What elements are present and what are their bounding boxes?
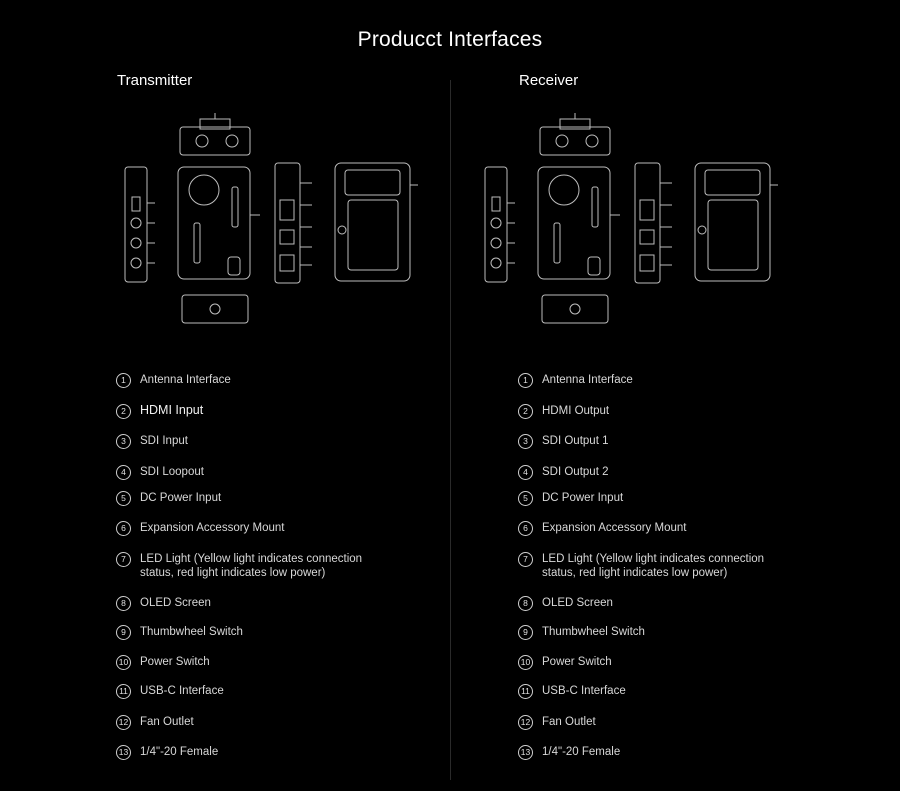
item-label: HDMI Input: [140, 403, 204, 417]
number-badge: 5: [518, 491, 533, 506]
number-badge: 1: [116, 373, 131, 388]
item-label: Expansion Accessory Mount: [140, 522, 285, 534]
number-badge: 12: [518, 715, 533, 730]
number-badge: 13: [518, 745, 533, 760]
number-badge: 13: [116, 745, 131, 760]
number-badge: 10: [116, 655, 131, 670]
item-label: Fan Outlet: [542, 716, 596, 728]
item-label: 1/4"-20 Female: [140, 746, 219, 758]
transmitter-device-drawing: [120, 105, 430, 330]
number-badge: 1: [518, 373, 533, 388]
item-label: USB-C Interface: [140, 685, 224, 697]
item-label: Antenna Interface: [140, 374, 231, 386]
number-badge: 9: [518, 625, 533, 640]
number-badge: 8: [116, 596, 131, 611]
number-badge: 10: [518, 655, 533, 670]
item-label: OLED Screen: [542, 597, 613, 609]
number-badge: 6: [116, 521, 131, 536]
item-label: LED Light (Yellow light indicates connection status, red light indicates low power): [542, 553, 765, 579]
number-badge: 7: [116, 552, 131, 567]
transmitter-heading: Transmitter: [117, 72, 193, 89]
number-badge: 3: [116, 434, 131, 449]
number-badge: 11: [518, 684, 533, 699]
page-title: Producct Interfaces: [357, 28, 543, 51]
item-label: OLED Screen: [140, 597, 211, 609]
number-badge: 11: [116, 684, 131, 699]
item-label: Power Switch: [140, 656, 210, 668]
transmitter-diagram: [120, 105, 430, 330]
number-badge: 6: [518, 521, 533, 536]
item-label: 1/4"-20 Female: [542, 746, 621, 758]
item-label: SDI Loopout: [140, 466, 204, 478]
number-badge: 8: [518, 596, 533, 611]
receiver-diagram: [480, 105, 790, 330]
number-badge: 2: [116, 404, 131, 419]
item-label: Expansion Accessory Mount: [542, 522, 687, 534]
item-label: SDI Output 2: [542, 466, 609, 478]
number-badge: 4: [116, 465, 131, 480]
receiver-column: [450, 0, 900, 791]
item-label: SDI Output 1: [542, 435, 609, 447]
item-label: Power Switch: [542, 656, 612, 668]
number-badge: 12: [116, 715, 131, 730]
item-label: Antenna Interface: [542, 374, 633, 386]
item-label: Thumbwheel Switch: [542, 626, 645, 638]
item-label: SDI Input: [140, 435, 188, 447]
number-badge: 7: [518, 552, 533, 567]
number-badge: 5: [116, 491, 131, 506]
number-badge: 2: [518, 404, 533, 419]
item-label: DC Power Input: [140, 492, 222, 504]
receiver-device-drawing: [480, 105, 790, 330]
item-label: Thumbwheel Switch: [140, 626, 243, 638]
receiver-heading: Receiver: [519, 72, 579, 89]
item-label: DC Power Input: [542, 492, 624, 504]
item-label: USB-C Interface: [542, 685, 626, 697]
number-badge: 9: [116, 625, 131, 640]
item-label: LED Light (Yellow light indicates connection status, red light indicates low power): [140, 553, 363, 579]
item-label: HDMI Output: [542, 405, 610, 417]
number-badge: 3: [518, 434, 533, 449]
item-label: Fan Outlet: [140, 716, 194, 728]
number-badge: 4: [518, 465, 533, 480]
